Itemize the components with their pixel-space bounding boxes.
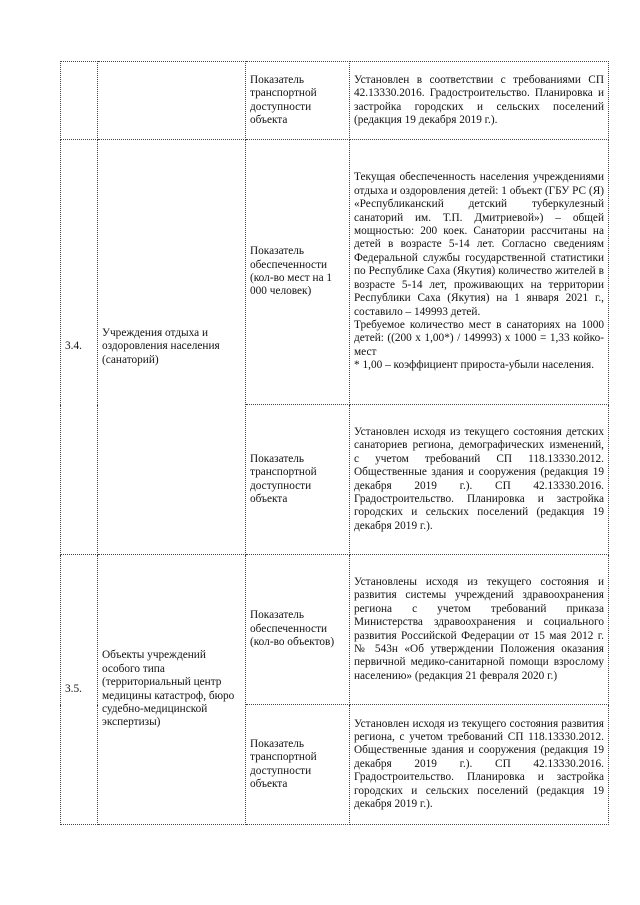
object-name-cell xyxy=(98,62,246,140)
table-row xyxy=(61,62,609,140)
description-cell xyxy=(350,555,609,705)
indicator-cell: Показатель транспортной доступности объекта xyxy=(246,705,350,825)
indicator-cell: Показатель транспортной доступности объекта xyxy=(246,62,350,140)
indicator-cell: Показатель обеспеченности (кол-во объектов) xyxy=(246,555,350,705)
object-name-cell: Объекты учреждений особого типа (территориальный центр медицины катастроф, бюро судебно-медицинской экспертизы) xyxy=(98,555,246,825)
description-text: * 1,00 – коэффициент прироста-убыли населения. xyxy=(354,359,595,372)
norms-table xyxy=(60,61,609,825)
description-text: Установлен исходя из текущего состояния развития региона, с учетом требований СП 118.13330.2012. Общественные здания и сооружения (редакция 19 декабря 2019 г.). СП 42.13330.2016. Градостроительство. Планировка и застройка городских и сельских поселений (редакция 19 декабря 2019 г.). xyxy=(354,717,604,811)
description-text: Текущая обеспеченность населения учреждениями отдыха и оздоровления детей: 1 объект (ГБУ РС (Я) «Республиканский детский туберкулезный санаторий им. Т.П. Дмитриевой») – общей мощностью: 200 коек. Санатории рассчитаны на детей в возрасте 5-14 лет. Согласно сведениям Федеральной службы государственной статистики по Республике Саха (Якутия) количество жителей в возрасте 5-14 лет, проживающих на территории Республики Саха (Якутия) на 1 января 2021 г., составило – 149993 детей. xyxy=(354,171,604,318)
description-cell xyxy=(350,62,609,140)
indicator-cell: Показатель транспортной доступности объекта xyxy=(246,405,350,555)
row-number-cell: 3.4. xyxy=(61,140,98,555)
description-text: Требуемое количество мест в санаториях на 1000 детей: ((200 х 1,00*) / 149993) х 1000 = 1,33 койко-мест xyxy=(354,318,604,358)
table-row xyxy=(61,140,609,405)
description-text: Установлены исходя из текущего состояния и развития системы учреждений здравоохранения региона с учетом требований приказа Министерства здравоохранения и социального развития Российской Федерации от 15 мая 2012 г. № 543н «Об утверждении Положения оказания первичной медико-санитарной помощи взрослому населению» (редакция 21 февраля 2020 г.) xyxy=(354,575,604,682)
description-cell xyxy=(350,140,609,405)
description-text: Установлен исходя из текущего состояния детских санаториев региона, демографических изменений, с учетом требований СП 118.13330.2012. Общественные здания и сооружения (редакция 19 декабря 2019 г.). СП 42.13330.2016. Градостроительство. Планировка и застройка городских и сельских поселений (редакция 19 декабря 2019 г.). xyxy=(354,425,604,532)
row-number-cell: 3.5. xyxy=(61,555,98,825)
description-text: Установлен в соответствии с требованиями СП 42.13330.2016. Градостроительство. Планировка и застройка городских и сельских поселений (редакция 19 декабря 2019 г.). xyxy=(354,73,604,126)
indicator-cell: Показатель обеспеченности (кол-во мест на 1 000 человек) xyxy=(246,140,350,405)
description-cell xyxy=(350,405,609,555)
table-row xyxy=(61,555,609,705)
object-name-cell: Учреждения отдыха и оздоровления населения (санаторий) xyxy=(98,140,246,555)
description-cell xyxy=(350,705,609,825)
row-number-cell xyxy=(61,62,98,140)
